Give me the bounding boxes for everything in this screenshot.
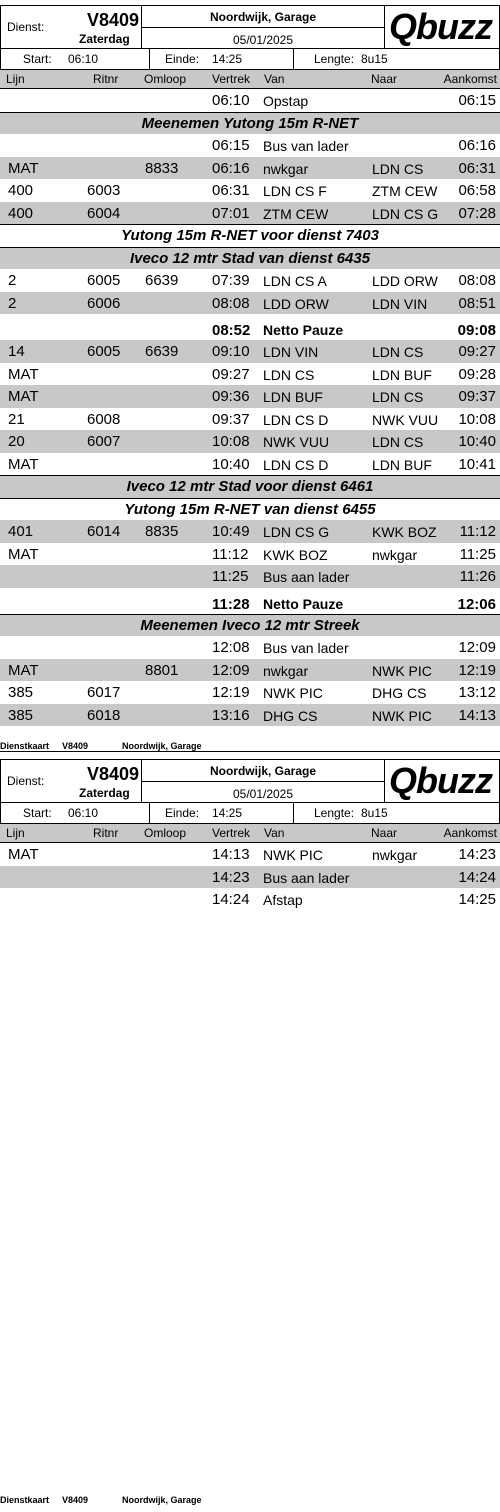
- cell-aankomst: 06:16: [458, 137, 496, 154]
- trip-row: [0, 453, 500, 476]
- trip-row: [0, 385, 500, 408]
- cell-aankomst: 14:23: [458, 846, 496, 863]
- cell-ritnr: 6005: [87, 272, 121, 289]
- cell-aankomst: 08:08: [458, 272, 496, 289]
- cell-van: LDN CS D: [263, 411, 329, 428]
- cell-vertrek: 06:10: [212, 92, 250, 109]
- col-aankomst: Aankomst: [443, 826, 497, 840]
- cell-vertrek: 13:16: [212, 706, 250, 724]
- cell-van: KWK BOZ: [263, 546, 328, 563]
- cell-aankomst: 12:06: [457, 595, 496, 613]
- cell-aankomst: 10:41: [458, 455, 496, 473]
- cell-aankomst: 06:15: [458, 92, 496, 109]
- col-ritnr: Ritnr: [93, 72, 119, 86]
- cell-van: Bus van lader: [263, 640, 349, 656]
- cell-omloop: 6639: [145, 343, 179, 360]
- trip-table: [0, 843, 500, 911]
- cell-lijn: 400: [8, 182, 34, 199]
- cell-vertrek: 09:27: [212, 365, 250, 383]
- cell-aankomst: 10:40: [458, 433, 496, 450]
- cell-naar: LDN BUF: [372, 366, 432, 383]
- col-van: Van: [264, 826, 285, 840]
- pause-row: [0, 314, 500, 340]
- col-ritnr: Ritnr: [93, 826, 119, 840]
- vehicle-section-heading: Yutong 15m R-NET van dienst 6455: [0, 498, 500, 521]
- trip-row: [0, 888, 500, 911]
- cell-vertrek: 12:19: [212, 684, 250, 701]
- cell-van: NWK PIC: [263, 685, 323, 701]
- location-cell: [142, 760, 385, 802]
- pause-row: [0, 588, 500, 614]
- qbuzz-logo: Qbuzz: [389, 6, 492, 47]
- dienst-label: Dienst:: [7, 20, 45, 34]
- dienst-day: Zaterdag: [79, 786, 130, 800]
- cell-aankomst: 10:08: [458, 410, 496, 428]
- cell-aankomst: 11:26: [459, 568, 496, 585]
- cell-vertrek: 11:28: [212, 595, 250, 613]
- cell-aankomst: 06:31: [458, 159, 496, 177]
- cell-aankomst: 12:19: [458, 661, 496, 679]
- cell-van: LDN CS: [263, 366, 315, 383]
- cell-lijn: 401: [8, 523, 34, 540]
- footer-label: Dienstkaart: [0, 741, 50, 751]
- cell-lijn: 400: [8, 204, 34, 222]
- lengte-label: Lengte:: [314, 52, 355, 66]
- qbuzz-logo: Qbuzz: [389, 760, 492, 801]
- vehicle-section-heading: Meenemen Iveco 12 mtr Streek: [0, 614, 500, 637]
- location-name: Noordwijk, Garage: [209, 10, 317, 24]
- page-header: [0, 759, 500, 803]
- cell-aankomst: 09:37: [458, 388, 496, 405]
- dienst-code: V8409: [87, 764, 140, 784]
- einde-time: 14:25: [212, 806, 243, 820]
- einde-label: Einde:: [165, 52, 200, 66]
- cell-aankomst: 11:12: [459, 523, 496, 540]
- dienstkaart-page-1: [0, 0, 500, 751]
- footer-location: Noordwijk, Garage: [122, 741, 202, 751]
- trip-row: [0, 89, 500, 112]
- cell-vertrek: 11:25: [212, 568, 249, 585]
- cell-van: LDN CS D: [263, 456, 329, 473]
- trip-row: [0, 134, 500, 157]
- cell-van: ZTM CEW: [263, 205, 329, 222]
- trip-row: [0, 565, 500, 588]
- cell-naar: LDN VIN: [372, 295, 428, 312]
- trip-row: [0, 681, 500, 704]
- cell-naar: nwkgar: [372, 847, 418, 863]
- col-lijn: Lijn: [6, 826, 25, 840]
- cell-aankomst: 14:25: [458, 891, 496, 908]
- cell-vertrek: 10:08: [212, 433, 250, 450]
- cell-lijn: 385: [8, 684, 34, 701]
- cell-van: DHG CS: [263, 707, 318, 724]
- cell-ritnr: 6006: [87, 294, 121, 312]
- cell-ritnr: 6004: [87, 204, 121, 222]
- cell-van: LDN CS A: [263, 273, 327, 289]
- cell-lijn: MAT: [8, 661, 39, 679]
- cell-naar: DHG CS: [372, 685, 427, 701]
- cell-lijn: MAT: [8, 455, 39, 473]
- trip-row: [0, 157, 500, 180]
- cell-vertrek: 09:36: [212, 388, 250, 405]
- cell-vertrek: 07:39: [212, 272, 250, 289]
- cell-vertrek: 12:09: [212, 661, 250, 679]
- lengte-label: Lengte:: [314, 806, 355, 820]
- cell-naar: LDN CS G: [372, 205, 439, 222]
- start-time: 06:10: [68, 52, 99, 66]
- trip-row: [0, 520, 500, 543]
- cell-naar: LDN CS: [372, 160, 424, 177]
- col-naar: Naar: [371, 826, 398, 840]
- trip-row: [0, 363, 500, 386]
- cell-naar: nwkgar: [372, 546, 418, 563]
- cell-vertrek: 10:49: [212, 523, 250, 540]
- cell-naar: LDN CS: [372, 434, 424, 450]
- vehicle-section-heading: Iveco 12 mtr Stad voor dienst 6461: [0, 475, 500, 498]
- cell-naar: NWK PIC: [372, 662, 432, 679]
- cell-van: nwkgar: [263, 662, 309, 679]
- cell-lijn: MAT: [8, 159, 39, 177]
- trip-row: [0, 866, 500, 889]
- cell-vertrek: 14:13: [212, 846, 250, 863]
- cell-aankomst: 11:25: [459, 545, 496, 563]
- cell-van: nwkgar: [263, 160, 309, 177]
- lengte-value: 8u15: [361, 806, 388, 820]
- cell-vertrek: 06:16: [212, 159, 250, 177]
- logo-cell: [385, 760, 499, 802]
- cell-van: LDN BUF: [263, 389, 323, 405]
- vehicle-section-heading: Iveco 12 mtr Stad van dienst 6435: [0, 247, 500, 270]
- cell-lijn: 20: [8, 433, 25, 450]
- trip-row: [0, 340, 500, 363]
- cell-van: Netto Pauze: [263, 322, 344, 338]
- cell-naar: KWK BOZ: [372, 524, 437, 540]
- cell-lijn: 2: [8, 272, 17, 289]
- cell-van: Bus aan lader: [263, 569, 350, 585]
- trip-row: [0, 179, 500, 202]
- cell-ritnr: 6014: [87, 523, 121, 540]
- cell-aankomst: 09:28: [458, 365, 496, 383]
- dienst-label: Dienst:: [7, 774, 45, 788]
- cell-naar: LDD ORW: [372, 273, 438, 289]
- cell-vertrek: 06:15: [212, 137, 250, 154]
- cell-van: LDN CS F: [263, 183, 327, 199]
- cell-aankomst: 07:28: [458, 204, 496, 222]
- trip-row: [0, 202, 500, 225]
- trip-row: [0, 543, 500, 566]
- cell-omloop: 8801: [145, 661, 179, 679]
- col-omloop: Omloop: [144, 826, 187, 840]
- trip-row: [0, 408, 500, 431]
- location-name: Noordwijk, Garage: [209, 764, 317, 778]
- cell-vertrek: 11:12: [212, 545, 249, 563]
- vehicle-section-heading: Yutong 15m R-NET voor dienst 7403: [0, 224, 500, 247]
- shift-times-bar: [0, 49, 500, 70]
- dienstkaart-page-2: [0, 754, 500, 1505]
- trip-row: [0, 659, 500, 682]
- cell-ritnr: 6008: [87, 410, 121, 428]
- cell-omloop: 8833: [145, 159, 179, 177]
- cell-aankomst: 12:09: [458, 639, 496, 656]
- cell-vertrek: 08:52: [212, 322, 251, 339]
- cell-aankomst: 09:08: [457, 322, 496, 339]
- cell-naar: ZTM CEW: [372, 183, 438, 199]
- service-date: 05/01/2025: [232, 787, 294, 801]
- cell-lijn: 385: [8, 706, 34, 724]
- column-header-row: [0, 70, 500, 89]
- cell-vertrek: 12:08: [212, 639, 250, 656]
- einde-time: 14:25: [212, 52, 243, 66]
- cell-omloop: 6639: [145, 272, 179, 289]
- cell-lijn: MAT: [8, 388, 39, 405]
- trip-table: [0, 89, 500, 726]
- dienst-day: Zaterdag: [79, 32, 130, 46]
- trip-row: [0, 636, 500, 659]
- dienst-cell: [1, 6, 142, 48]
- cell-aankomst: 13:12: [458, 684, 496, 701]
- page-header: [0, 5, 500, 49]
- cell-aankomst: 06:58: [458, 182, 496, 199]
- col-van: Van: [264, 72, 285, 86]
- cell-vertrek: 09:37: [212, 410, 250, 428]
- cell-lijn: MAT: [8, 545, 39, 563]
- trip-row: [0, 292, 500, 315]
- cell-aankomst: 08:51: [458, 294, 496, 312]
- start-time: 06:10: [68, 806, 99, 820]
- cell-naar: LDN BUF: [372, 456, 432, 473]
- col-vertrek: Vertrek: [212, 72, 251, 86]
- footer-code: V8409: [62, 1495, 89, 1505]
- cell-aankomst: 14:13: [458, 706, 496, 724]
- cell-omloop: 8835: [145, 523, 179, 540]
- cell-ritnr: 6007: [87, 433, 121, 450]
- cell-vertrek: 06:31: [212, 182, 250, 199]
- cell-naar: NWK PIC: [372, 707, 432, 724]
- col-lijn: Lijn: [6, 72, 25, 86]
- cell-ritnr: 6003: [87, 182, 121, 199]
- col-omloop: Omloop: [144, 72, 187, 86]
- cell-aankomst: 09:27: [458, 343, 496, 360]
- cell-van: NWK VUU: [263, 434, 330, 450]
- footer-code: V8409: [62, 741, 89, 751]
- trip-row: [0, 430, 500, 453]
- location-cell: [142, 6, 385, 48]
- cell-lijn: 14: [8, 343, 25, 360]
- column-header-row: [0, 824, 500, 843]
- service-date: 05/01/2025: [232, 33, 294, 47]
- cell-van: LDN CS G: [263, 524, 330, 540]
- start-label: Start:: [23, 806, 52, 820]
- trip-row: [0, 843, 500, 866]
- cell-vertrek: 14:23: [212, 868, 250, 886]
- cell-van: Bus van lader: [263, 138, 349, 154]
- cell-van: Opstap: [263, 93, 309, 109]
- col-aankomst: Aankomst: [443, 72, 497, 86]
- cell-lijn: MAT: [8, 365, 39, 383]
- cell-van: Afstap: [263, 892, 303, 908]
- trip-row: [0, 704, 500, 727]
- col-vertrek: Vertrek: [212, 826, 251, 840]
- trip-row: [0, 269, 500, 292]
- cell-van: Netto Pauze: [263, 595, 344, 612]
- vehicle-section-heading: Meenemen Yutong 15m R-NET: [0, 112, 500, 135]
- shift-times-bar: [0, 803, 500, 824]
- page-divider: [0, 751, 500, 752]
- lengte-value: 8u15: [361, 52, 388, 66]
- cell-ritnr: 6005: [87, 343, 121, 360]
- start-label: Start:: [23, 52, 52, 66]
- cell-vertrek: 08:08: [212, 294, 250, 312]
- col-naar: Naar: [371, 72, 398, 86]
- cell-lijn: MAT: [8, 846, 39, 863]
- cell-lijn: 21: [8, 410, 25, 428]
- cell-van: Bus aan lader: [263, 869, 350, 886]
- cell-vertrek: 14:24: [212, 891, 250, 908]
- einde-label: Einde:: [165, 806, 200, 820]
- cell-aankomst: 14:24: [458, 868, 496, 886]
- dienst-cell: [1, 760, 142, 802]
- cell-vertrek: 10:40: [212, 455, 250, 473]
- cell-van: LDN VIN: [263, 344, 319, 360]
- cell-van: NWK PIC: [263, 847, 323, 863]
- cell-ritnr: 6018: [87, 706, 121, 724]
- cell-vertrek: 07:01: [212, 204, 250, 222]
- footer-location: Noordwijk, Garage: [122, 1495, 202, 1505]
- cell-vertrek: 09:10: [212, 343, 250, 360]
- cell-lijn: 2: [8, 294, 17, 312]
- cell-naar: LDN CS: [372, 389, 424, 405]
- cell-van: LDD ORW: [263, 295, 329, 312]
- dienst-code: V8409: [87, 10, 140, 30]
- cell-naar: LDN CS: [372, 344, 424, 360]
- cell-ritnr: 6017: [87, 684, 121, 701]
- cell-naar: NWK VUU: [372, 411, 439, 428]
- logo-cell: [385, 6, 499, 48]
- footer-label: Dienstkaart: [0, 1495, 50, 1505]
